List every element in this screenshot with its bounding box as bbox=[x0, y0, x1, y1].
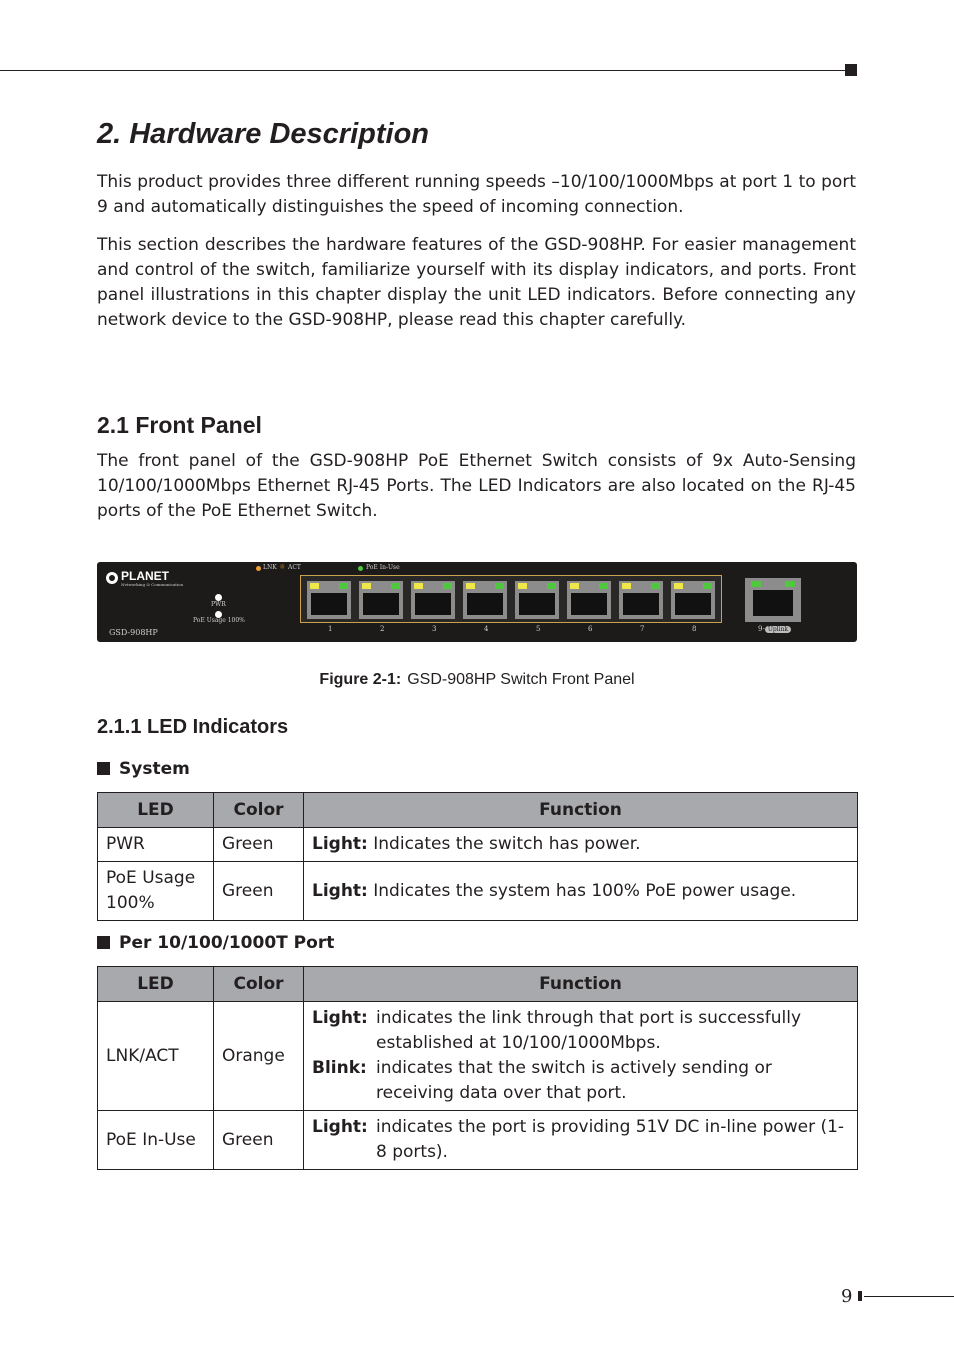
port-heading: Per 10/100/1000T Port bbox=[97, 933, 334, 953]
header-led: LED bbox=[98, 967, 214, 1002]
function-cell: Light: indicates the link through that port is successfully established at 10/100/1000Mbps. Blink: indicates that the switch is actively sending or receiving data over that port. bbox=[304, 1002, 858, 1111]
port-number-4: 4 bbox=[484, 625, 489, 633]
footer-rule bbox=[864, 1296, 954, 1297]
section-paragraph: The front panel of the GSD-908HP PoE Ethernet Switch consists of 9x Auto-Sensing 10/100/1000Mbps Ethernet RJ-45 Ports. The LED Indicators are also located on the RJ-45 ports of the PoE Ethernet Switch. bbox=[97, 451, 856, 521]
poe-usage-label: PoE Usage 100% bbox=[193, 617, 245, 624]
act-label: ACT bbox=[288, 564, 301, 571]
port-number-3: 3 bbox=[432, 625, 437, 633]
led-cell: LNK/ACT bbox=[98, 1002, 214, 1111]
header-function: Function bbox=[304, 793, 858, 828]
function-cell: Light: indicates the port is providing 51V DC in-line power (1-8 ports). bbox=[304, 1111, 858, 1170]
color-cell: Green bbox=[214, 828, 304, 862]
table-row bbox=[98, 1111, 858, 1170]
rj45-port-2 bbox=[359, 581, 403, 619]
intro-paragraph-2: This section describes the hardware features of the GSD-908HP. For easier management and control of the switch, familiarize yourself with its display indicators, and ports. Front panel illustrations in this chapter display the unit LED indicators. Before connecting any network device to the GSD-908HP, please read this chapter carefully. bbox=[97, 235, 856, 330]
square-bullet-icon bbox=[97, 936, 110, 949]
figure-caption bbox=[0, 671, 954, 689]
header-function: Function bbox=[304, 967, 858, 1002]
header-rule bbox=[0, 70, 845, 71]
color-cell: Green bbox=[214, 1111, 304, 1170]
chapter-heading: 2. Hardware Description bbox=[97, 118, 429, 150]
header-color: Color bbox=[214, 967, 304, 1002]
header-square-marker bbox=[845, 64, 857, 76]
figure-caption-text: GSD-908HP Switch Front Panel bbox=[407, 671, 635, 688]
system-led-table bbox=[97, 792, 858, 921]
port-number-1: 1 bbox=[328, 625, 333, 633]
header-led: LED bbox=[98, 793, 214, 828]
brand-name: PLANET bbox=[121, 569, 169, 583]
pwr-label: PWR bbox=[211, 601, 226, 608]
header-color: Color bbox=[214, 793, 304, 828]
lnk-label: LNK bbox=[263, 564, 277, 571]
rj45-port-4 bbox=[463, 581, 507, 619]
port-number-8: 8 bbox=[692, 625, 697, 633]
square-bullet-icon bbox=[97, 762, 110, 775]
led-cell: PoE Usage 100% bbox=[98, 862, 214, 921]
uplink-port-number: 9- Uplink bbox=[758, 625, 791, 633]
port-number-7: 7 bbox=[640, 625, 645, 633]
table-row bbox=[98, 828, 858, 862]
uplink-port bbox=[745, 578, 801, 622]
port-led-table bbox=[97, 966, 858, 1170]
port-number-5: 5 bbox=[536, 625, 541, 633]
figure-label: Figure 2-1: bbox=[319, 671, 402, 688]
color-cell: Green bbox=[214, 862, 304, 921]
led-cell: PoE In-Use bbox=[98, 1111, 214, 1170]
port-number-6: 6 bbox=[588, 625, 593, 633]
footer-marker bbox=[858, 1291, 862, 1301]
subsection-title: 2.1.1 LED Indicators bbox=[97, 716, 289, 738]
uplink-badge: Uplink bbox=[765, 626, 791, 633]
port-number-2: 2 bbox=[380, 625, 385, 633]
system-heading: System bbox=[97, 759, 190, 779]
page-number: 9 bbox=[841, 1286, 853, 1307]
rj45-port-6 bbox=[567, 581, 611, 619]
poe-in-use-label: PoE In-Use bbox=[366, 564, 400, 571]
pwr-led bbox=[215, 594, 222, 601]
rj45-port-1 bbox=[307, 581, 351, 619]
table-row bbox=[98, 1002, 858, 1111]
section-title: 2.1 Front Panel bbox=[97, 412, 262, 438]
function-cell: Light: Indicates the switch has power. bbox=[304, 828, 858, 862]
switch-front-panel bbox=[97, 562, 857, 642]
brand-tagline: Networking & Communication bbox=[121, 582, 184, 587]
rj45-port-3 bbox=[411, 581, 455, 619]
rj45-port-8 bbox=[671, 581, 715, 619]
function-cell: Light: Indicates the system has 100% PoE power usage. bbox=[304, 862, 858, 921]
lnk-legend-led bbox=[256, 566, 261, 571]
table-header-row bbox=[98, 967, 858, 1002]
poe-legend-led bbox=[358, 566, 363, 571]
color-cell: Orange bbox=[214, 1002, 304, 1111]
led-cell: PWR bbox=[98, 828, 214, 862]
model-label: GSD-908HP bbox=[109, 628, 158, 637]
intro-paragraph-1: This product provides three different running speeds –10/100/1000Mbps at port 1 to port 9 and automatically distinguishes the speed of incoming connection. bbox=[97, 172, 856, 217]
rj45-port-5 bbox=[515, 581, 559, 619]
rj45-port-7 bbox=[619, 581, 663, 619]
port-block bbox=[300, 575, 722, 623]
table-row bbox=[98, 862, 858, 921]
table-header-row bbox=[98, 793, 858, 828]
activity-sun-icon: ☼ bbox=[279, 563, 286, 571]
